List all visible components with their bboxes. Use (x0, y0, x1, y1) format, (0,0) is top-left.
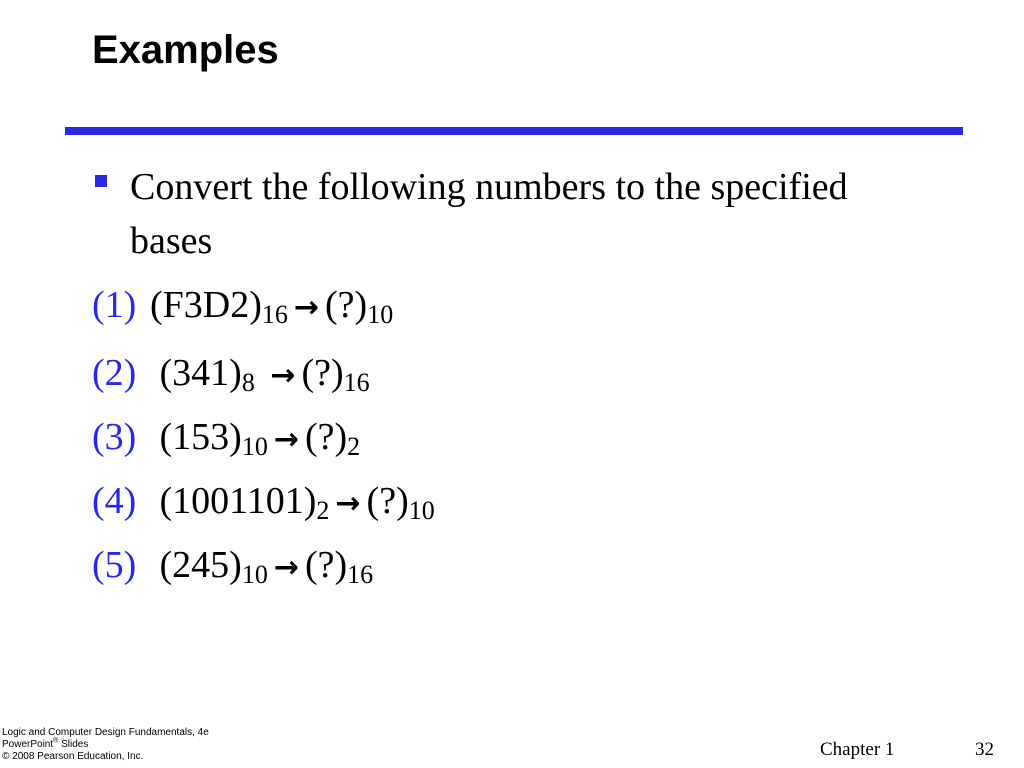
footer-credits (2, 727, 209, 763)
footer-slides-label: PowerPoint® Slides (2, 737, 89, 750)
arrow-icon: → (293, 290, 320, 325)
list-item (92, 474, 435, 528)
list-item (92, 278, 393, 332)
item-expression: $(245)_{10}$ → $(?)_{16}$ (159, 544, 374, 589)
item-number: (1) (92, 284, 137, 326)
footer-chapter: Chapter 1 (820, 739, 895, 760)
footer-book-title: Logic and Computer Design Fundamentals, 4e (2, 727, 209, 738)
item-number: (5) (92, 544, 137, 586)
item-expression: $(153)_{10}$ → $(?)_2$ (159, 416, 361, 461)
item-number: (2) (92, 352, 137, 394)
arrow-icon: → (273, 550, 299, 585)
list-item (92, 538, 373, 592)
bullet-text: Convert the following numbers to the specified bases (130, 166, 848, 262)
list-item (92, 346, 370, 400)
item-number: (4) (92, 480, 137, 522)
title-underline (65, 127, 963, 135)
slide-title: Examples (92, 28, 279, 72)
arrow-icon: → (270, 358, 296, 393)
square-bullet-icon (95, 175, 107, 187)
item-expression: $(1001101)_2$ → $(?)_{10}$ (159, 480, 435, 525)
list-item (92, 410, 360, 464)
footer-copyright: © 2008 Pearson Education, Inc. (2, 751, 144, 762)
item-number: (3) (92, 416, 137, 458)
item-expression: $(341)_8$ → $(?)_{16}$ (159, 352, 370, 397)
item-expression: $(F3D2)_{16}$ → $(?)_{10}$ (150, 284, 394, 329)
page-number: 32 (975, 739, 994, 760)
arrow-icon: → (335, 486, 361, 521)
arrow-icon: → (273, 422, 299, 457)
